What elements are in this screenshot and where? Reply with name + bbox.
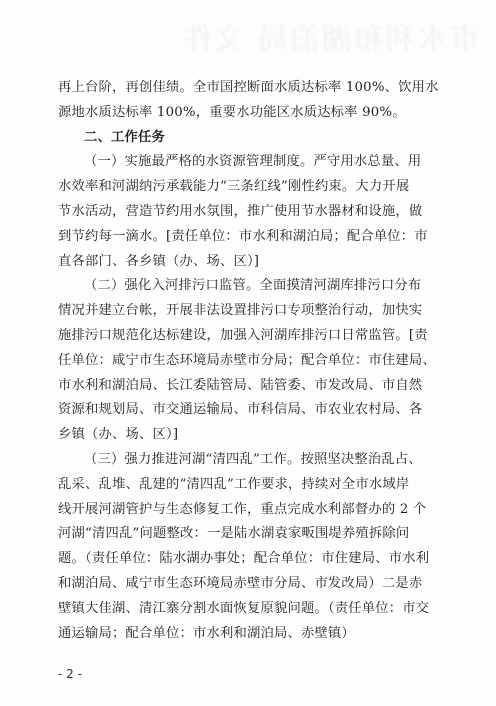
text-line: 到节约每一滴水。[责任单位：市水利和湖泊局；配合单位：市 [58, 228, 428, 244]
page-number: - 2 - [58, 667, 82, 681]
text-line: 乱采、乱堆、乱建的“清四乱”工作要求，持续对全市水域岸 [58, 476, 410, 492]
text-line: 源地水质达标率 100%，重要水功能区水质达标率 90%。 [58, 104, 406, 120]
text-line: 壁镇大佳湖、清江寨分割水面恢复原貌问题。（责任单位：市交 [58, 600, 430, 616]
paragraph-start: （一）实施最严格的水资源管理制度。严守用水总量、用 [84, 154, 422, 170]
paragraph-start: （三）强力推进河湖“清四乱”工作。按照坚决整治乱占、 [84, 451, 422, 467]
text-line: 乡镇（办、场、区）] [58, 427, 179, 443]
text-line: 市水利和湖泊局、长江委陆管局、陆管委、市发改局、市自然 [58, 377, 423, 393]
text-line: 题。（责任单位：陆水湖办事处；配合单位：市住建局、市水利 [58, 551, 430, 567]
text-line: 通运输局；配合单位：市水利和湖泊局、赤壁镇） [58, 625, 355, 641]
text-line: 线开展河湖管护与生态修复工作，重点完成水利部督办的 2 个 [58, 501, 427, 517]
text-line: 资源和规划局、市交通运输局、市科信局、市农业农村局、各 [58, 402, 423, 418]
section-heading: 二、工作任务 [84, 129, 165, 145]
paragraph-start: （二）强化入河排污口监管。全面摸清河湖库排污口分布 [84, 278, 422, 294]
text-line: 情况并建立台帐，开展非法设置排污口专项整治行动，加快实 [58, 303, 423, 319]
body-text [58, 76, 442, 646]
text-line: 水效率和河湖纳污承载能力“三条红线”刚性约束。大力开展 [58, 179, 410, 195]
text-line: 任单位：咸宁市生态环境局赤壁市分局；配合单位：市住建局、 [58, 352, 436, 368]
text-line: 和湖泊局、咸宁市生态环境局赤壁市分局、市发改局）二是赤 [58, 575, 423, 591]
text-line: 再上台阶，再创佳绩。全市国控断面水质达标率 100%、饮用水 [58, 80, 439, 95]
bleed-through-text: 市水利和湖泊局 文件 [180, 22, 480, 57]
text-line: 直各部门、各乡镇（办、场、区）] [58, 253, 260, 269]
text-line: 施排污口规范化达标建设，加强入河湖库排污口日常监管。[责 [58, 327, 428, 343]
text-line: 节水活动，营造节约用水氛围，推广使用节水器材和设施，做 [58, 203, 423, 219]
text-line: 河湖“清四乱”问题整改：一是陆水湖袁家畈围堤养殖拆除问 [58, 526, 410, 542]
